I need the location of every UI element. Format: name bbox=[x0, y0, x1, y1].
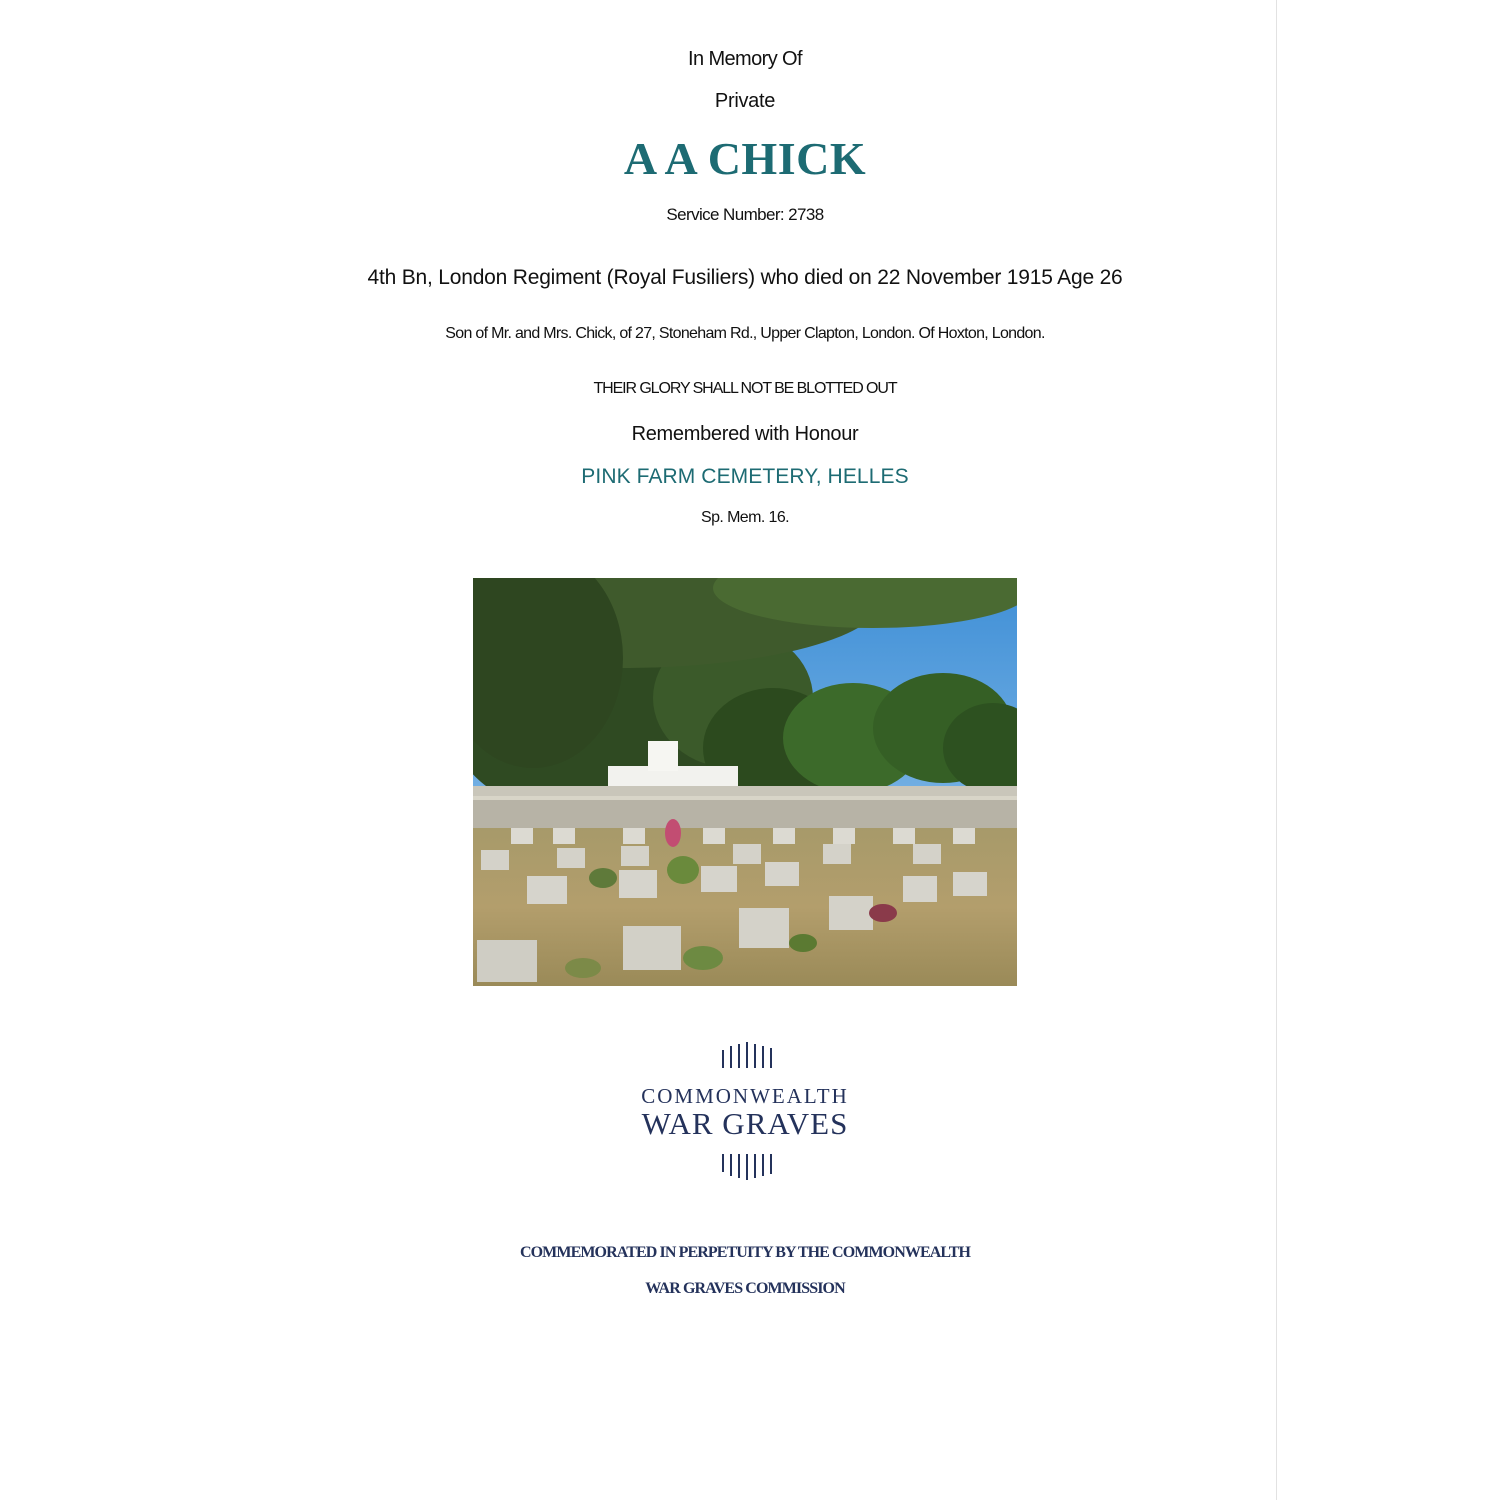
epitaph: THEIR GLORY SHALL NOT BE BLOTTED OUT bbox=[593, 380, 897, 397]
cwgc-logo bbox=[600, 1042, 890, 1187]
page-edge-divider bbox=[1276, 0, 1277, 1500]
logo-bottom-bars bbox=[600, 1154, 890, 1180]
footer-line-1: COMMEMORATED IN PERPETUITY BY THE COMMONWEALTH bbox=[519, 1244, 971, 1261]
casualty-name: A A CHICK bbox=[623, 133, 867, 184]
grave-reference: Sp. Mem. 16. bbox=[701, 509, 789, 526]
cemetery-name: PINK FARM CEMETERY, HELLES bbox=[581, 465, 909, 488]
footer-line-2: WAR GRAVES COMMISSION bbox=[645, 1280, 845, 1297]
family-details: Son of Mr. and Mrs. Chick, of 27, Stoneham Rd., Upper Clapton, London. Of Hoxton, London. bbox=[445, 325, 1045, 342]
logo-top-bars bbox=[600, 1042, 890, 1068]
cemetery-photo bbox=[473, 578, 1017, 986]
in-memory-of-heading: In Memory Of bbox=[688, 48, 802, 70]
service-number: Service Number: 2738 bbox=[666, 205, 824, 224]
logo-text-commonwealth: COMMONWEALTH bbox=[641, 1084, 849, 1108]
logo-text-war-graves: WAR GRAVES bbox=[641, 1106, 849, 1141]
remembered-with-honour: Remembered with Honour bbox=[631, 423, 859, 445]
rank-label: Private bbox=[714, 90, 776, 112]
unit-and-death-details: 4th Bn, London Regiment (Royal Fusiliers) who died on 22 November 1915 Age 26 bbox=[367, 266, 1123, 289]
